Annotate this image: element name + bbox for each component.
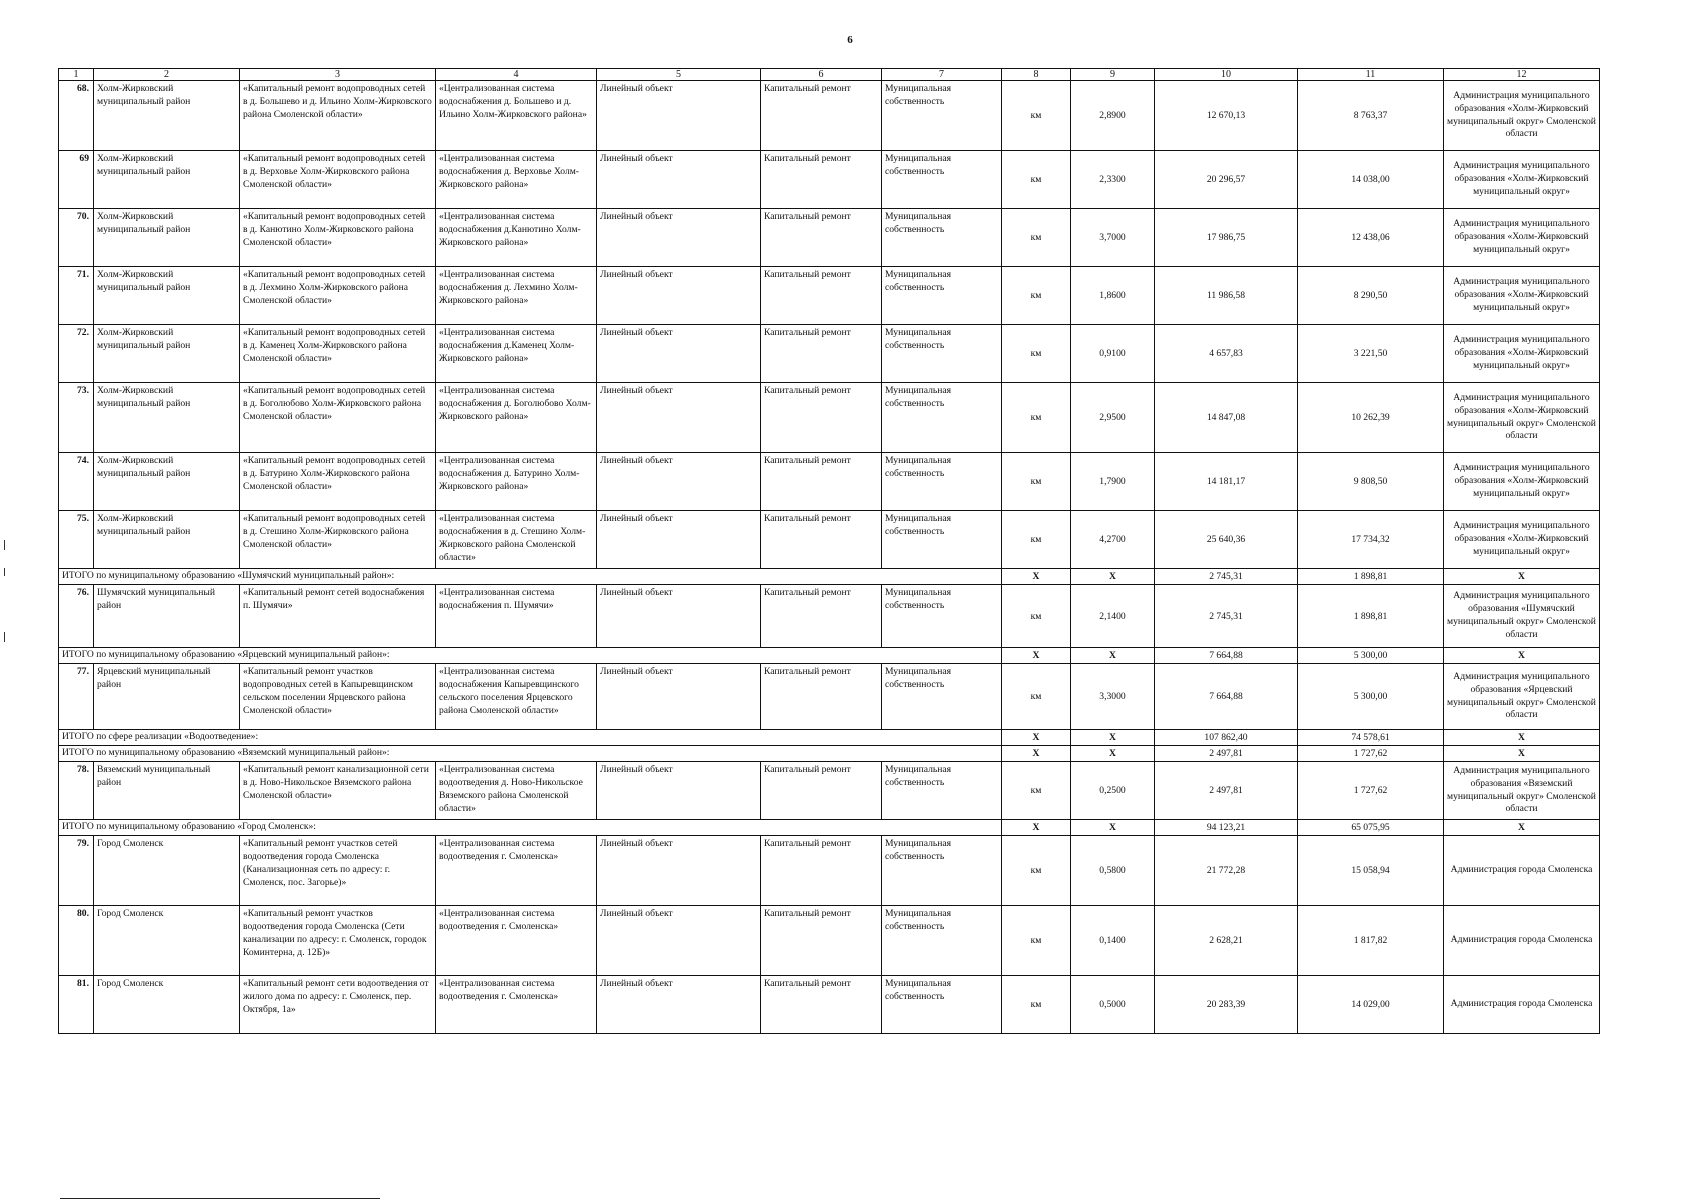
object-type-cell: Линейный объект [597,81,761,151]
subsidy-cell: 1 817,82 [1298,906,1444,976]
ownership-cell: Муниципальная собственность [882,511,1002,569]
system-cell: «Централизованная система водоснабжения д.Каменец Холм-Жирковского района» [436,325,597,383]
unit-cell: км [1002,906,1071,976]
total-x-cell: X [1071,820,1155,836]
work-name-cell: «Капитальный ремонт водопроводных сетей в д. Канютино Холм-Жирковского района Смоленской области» [240,209,436,267]
total-label: ИТОГО по сфере реализации «Водоотведение»: [59,730,1002,746]
ownership-cell: Муниципальная собственность [882,81,1002,151]
district-cell: Город Смоленск [94,976,240,1034]
cost-cell: 11 986,58 [1155,267,1298,325]
total-x-cell: X [1002,746,1071,762]
total-label: ИТОГО по муниципальному образованию «Город Смоленск»: [59,820,1002,836]
cost-cell: 20 296,57 [1155,151,1298,209]
table-row [59,762,1600,820]
subsidy-cell: 3 221,50 [1298,325,1444,383]
total-row [59,648,1600,664]
system-cell: «Централизованная система водоотведения д. Ново-Никольское Вяземского района Смоленской области» [436,762,597,820]
district-cell: Холм-Жирковский муниципальный район [94,81,240,151]
administrator-cell: Администрация муниципального образования «Ярцевский муниципальный округ» Смоленской области [1444,664,1600,730]
row-number: 71. [59,267,94,325]
subsidy-cell: 8 763,37 [1298,81,1444,151]
work-kind-cell: Капитальный ремонт [761,267,882,325]
cost-cell: 17 986,75 [1155,209,1298,267]
table-row [59,906,1600,976]
subsidy-cell: 1 898,81 [1298,585,1444,648]
table-row [59,453,1600,511]
ownership-cell: Муниципальная собственность [882,585,1002,648]
ownership-cell: Муниципальная собственность [882,325,1002,383]
length-cell: 1,8600 [1071,267,1155,325]
table-row [59,664,1600,730]
district-cell: Холм-Жирковский муниципальный район [94,511,240,569]
unit-cell: км [1002,383,1071,453]
table-row [59,976,1600,1034]
work-name-cell: «Капитальный ремонт водопроводных сетей в д. Большево и д. Ильино Холм-Жирковского района Смоленской области» [240,81,436,151]
administrator-cell: Администрация муниципального образования «Холм-Жирковский муниципальный округ» [1444,267,1600,325]
administrator-cell: Администрация муниципального образования «Холм-Жирковский муниципальный округ» [1444,453,1600,511]
cost-cell: 2 745,31 [1155,585,1298,648]
system-cell: «Централизованная система водоотведения г. Смоленска» [436,976,597,1034]
unit-cell: км [1002,81,1071,151]
system-cell: «Централизованная система водоснабжения Капыревщинского сельского поселения Ярцевского района Смоленской области» [436,664,597,730]
work-name-cell: «Капитальный ремонт водопроводных сетей в д. Лехмино Холм-Жирковского района Смоленской области» [240,267,436,325]
object-type-cell: Линейный объект [597,585,761,648]
row-number: 80. [59,906,94,976]
total-x-cell: X [1444,746,1600,762]
work-name-cell: «Капитальный ремонт участков водоотведения города Смоленска (Сети канализации по адресу: г. Смоленск, городок Коминтерна, д. 12Б)» [240,906,436,976]
bottom-scan-line [60,1198,380,1199]
scan-mark [4,632,5,642]
district-cell: Холм-Жирковский муниципальный район [94,151,240,209]
ownership-cell: Муниципальная собственность [882,906,1002,976]
cost-cell: 2 628,21 [1155,906,1298,976]
total-cost: 2 745,31 [1155,569,1298,585]
work-kind-cell: Капитальный ремонт [761,151,882,209]
work-name-cell: «Капитальный ремонт канализационной сети в д. Ново-Никольское Вяземского района Смоленской области» [240,762,436,820]
object-type-cell: Линейный объект [597,383,761,453]
length-cell: 0,9100 [1071,325,1155,383]
work-kind-cell: Капитальный ремонт [761,906,882,976]
row-number: 68. [59,81,94,151]
page-number: 6 [847,34,853,46]
total-cost: 94 123,21 [1155,820,1298,836]
district-cell: Холм-Жирковский муниципальный район [94,453,240,511]
total-x-cell: X [1002,820,1071,836]
total-x-cell: X [1444,730,1600,746]
total-x-cell: X [1002,569,1071,585]
total-row [59,730,1600,746]
work-kind-cell: Капитальный ремонт [761,453,882,511]
total-row [59,820,1600,836]
work-name-cell: «Капитальный ремонт сети водоотведения от жилого дома по адресу: г. Смоленск, пер. Октября, 1а» [240,976,436,1034]
object-type-cell: Линейный объект [597,762,761,820]
cost-cell: 14 181,17 [1155,453,1298,511]
table-row [59,325,1600,383]
header-cell: 2 [94,69,240,81]
work-kind-cell: Капитальный ремонт [761,325,882,383]
work-kind-cell: Капитальный ремонт [761,81,882,151]
administrator-cell: Администрация муниципального образования «Холм-Жирковский муниципальный округ» [1444,511,1600,569]
row-number: 72. [59,325,94,383]
length-cell: 2,1400 [1071,585,1155,648]
row-number: 69 [59,151,94,209]
total-x-cell: X [1002,730,1071,746]
system-cell: «Централизованная система водоснабжения д. Лехмино Холм-Жирковского района» [436,267,597,325]
header-cell: 8 [1002,69,1071,81]
length-cell: 2,8900 [1071,81,1155,151]
table-row [59,383,1600,453]
object-type-cell: Линейный объект [597,453,761,511]
total-row [59,746,1600,762]
length-cell: 4,2700 [1071,511,1155,569]
length-cell: 0,5800 [1071,836,1155,906]
cost-cell: 20 283,39 [1155,976,1298,1034]
unit-cell: км [1002,209,1071,267]
subsidy-cell: 1 727,62 [1298,762,1444,820]
total-subsidy: 65 075,95 [1298,820,1444,836]
work-name-cell: «Капитальный ремонт участков сетей водоотведения города Смоленска (Канализационная сеть по адресу: г. Смоленск, пос. Загорье)» [240,836,436,906]
object-type-cell: Линейный объект [597,664,761,730]
district-cell: Холм-Жирковский муниципальный район [94,209,240,267]
system-cell: «Централизованная система водоотведения г. Смоленска» [436,906,597,976]
cost-cell: 2 497,81 [1155,762,1298,820]
row-number: 81. [59,976,94,1034]
work-kind-cell: Капитальный ремонт [761,383,882,453]
district-cell: Шумячский муниципальный район [94,585,240,648]
unit-cell: км [1002,453,1071,511]
total-label: ИТОГО по муниципальному образованию «Ярцевский муниципальный район»: [59,648,1002,664]
work-name-cell: «Капитальный ремонт водопроводных сетей в д. Стешино Холм-Жирковского района Смоленской области» [240,511,436,569]
object-type-cell: Линейный объект [597,209,761,267]
row-number: 78. [59,762,94,820]
object-type-cell: Линейный объект [597,906,761,976]
length-cell: 2,3300 [1071,151,1155,209]
unit-cell: км [1002,511,1071,569]
administrator-cell: Администрация города Смоленска [1444,976,1600,1034]
ownership-cell: Муниципальная собственность [882,453,1002,511]
ownership-cell: Муниципальная собственность [882,836,1002,906]
work-kind-cell: Капитальный ремонт [761,664,882,730]
total-x-cell: X [1071,730,1155,746]
district-cell: Город Смоленск [94,836,240,906]
object-type-cell: Линейный объект [597,976,761,1034]
work-name-cell: «Капитальный ремонт водопроводных сетей в д. Каменец Холм-Жирковского района Смоленской области» [240,325,436,383]
length-cell: 3,7000 [1071,209,1155,267]
system-cell: «Централизованная система водоснабжения д.Канютино Холм-Жирковского района» [436,209,597,267]
work-kind-cell: Капитальный ремонт [761,976,882,1034]
work-kind-cell: Капитальный ремонт [761,209,882,267]
district-cell: Город Смоленск [94,906,240,976]
total-label: ИТОГО по муниципальному образованию «Вяземский муниципальный район»: [59,746,1002,762]
length-cell: 0,5000 [1071,976,1155,1034]
subsidy-cell: 8 290,50 [1298,267,1444,325]
ownership-cell: Муниципальная собственность [882,383,1002,453]
object-type-cell: Линейный объект [597,836,761,906]
table-row [59,836,1600,906]
unit-cell: км [1002,762,1071,820]
total-row [59,569,1600,585]
header-cell: 11 [1298,69,1444,81]
subsidy-cell: 17 734,32 [1298,511,1444,569]
table-row [59,511,1600,569]
administrator-cell: Администрация муниципального образования «Холм-Жирковский муниципальный округ» [1444,209,1600,267]
cost-cell: 7 664,88 [1155,664,1298,730]
object-type-cell: Линейный объект [597,151,761,209]
cost-cell: 21 772,28 [1155,836,1298,906]
administrator-cell: Администрация города Смоленска [1444,906,1600,976]
total-x-cell: X [1071,746,1155,762]
object-type-cell: Линейный объект [597,325,761,383]
subsidy-cell: 15 058,94 [1298,836,1444,906]
total-x-cell: X [1444,820,1600,836]
length-cell: 0,1400 [1071,906,1155,976]
table-row [59,267,1600,325]
cost-cell: 12 670,13 [1155,81,1298,151]
system-cell: «Централизованная система водоснабжения д. Большево и д. Ильино Холм-Жирковского района» [436,81,597,151]
district-cell: Холм-Жирковский муниципальный район [94,325,240,383]
work-kind-cell: Капитальный ремонт [761,511,882,569]
work-kind-cell: Капитальный ремонт [761,836,882,906]
table-row [59,81,1600,151]
object-type-cell: Линейный объект [597,511,761,569]
header-cell: 6 [761,69,882,81]
work-name-cell: «Капитальный ремонт водопроводных сетей в д. Боголюбово Холм-Жирковского района Смоленской области» [240,383,436,453]
ownership-cell: Муниципальная собственность [882,762,1002,820]
header-cell: 4 [436,69,597,81]
total-subsidy: 1 898,81 [1298,569,1444,585]
administrator-cell: Администрация муниципального образования «Шумячский муниципальный округ» Смоленской области [1444,585,1600,648]
total-x-cell: X [1444,569,1600,585]
district-cell: Ярцевский муниципальный район [94,664,240,730]
total-cost: 2 497,81 [1155,746,1298,762]
administrator-cell: Администрация муниципального образования «Холм-Жирковский муниципальный округ» [1444,325,1600,383]
total-subsidy: 5 300,00 [1298,648,1444,664]
total-x-cell: X [1071,569,1155,585]
length-cell: 0,2500 [1071,762,1155,820]
header-cell: 7 [882,69,1002,81]
administrator-cell: Администрация города Смоленска [1444,836,1600,906]
system-cell: «Централизованная система водоснабжения в д. Стешино Холм-Жирковского района Смоленской области» [436,511,597,569]
total-cost: 7 664,88 [1155,648,1298,664]
header-cell: 12 [1444,69,1600,81]
table-row [59,585,1600,648]
row-number: 70. [59,209,94,267]
subsidy-cell: 14 029,00 [1298,976,1444,1034]
total-x-cell: X [1071,648,1155,664]
row-number: 74. [59,453,94,511]
length-cell: 3,3000 [1071,664,1155,730]
header-cell: 10 [1155,69,1298,81]
header-cell: 3 [240,69,436,81]
system-cell: «Централизованная система водоснабжения д. Боголюбово Холм-Жирковского района» [436,383,597,453]
total-subsidy: 1 727,62 [1298,746,1444,762]
table-row [59,151,1600,209]
row-number: 73. [59,383,94,453]
total-x-cell: X [1444,648,1600,664]
capital-repair-table [58,68,1600,1034]
unit-cell: км [1002,836,1071,906]
system-cell: «Централизованная система водоснабжения п. Шумячи» [436,585,597,648]
header-cell: 5 [597,69,761,81]
column-number-header [59,69,1600,81]
header-cell: 1 [59,69,94,81]
unit-cell: км [1002,267,1071,325]
district-cell: Вяземский муниципальный район [94,762,240,820]
subsidy-cell: 14 038,00 [1298,151,1444,209]
district-cell: Холм-Жирковский муниципальный район [94,267,240,325]
total-label: ИТОГО по муниципальному образованию «Шумячский муниципальный район»: [59,569,1002,585]
administrator-cell: Администрация муниципального образования «Холм-Жирковский муниципальный округ» Смоленской области [1444,383,1600,453]
subsidy-cell: 12 438,06 [1298,209,1444,267]
ownership-cell: Муниципальная собственность [882,976,1002,1034]
header-cell: 9 [1071,69,1155,81]
administrator-cell: Администрация муниципального образования «Холм-Жирковский муниципальный округ» [1444,151,1600,209]
unit-cell: км [1002,664,1071,730]
unit-cell: км [1002,976,1071,1034]
row-number: 79. [59,836,94,906]
district-cell: Холм-Жирковский муниципальный район [94,383,240,453]
ownership-cell: Муниципальная собственность [882,151,1002,209]
work-name-cell: «Капитальный ремонт водопроводных сетей в д. Верховье Холм-Жирковского района Смоленской области» [240,151,436,209]
ownership-cell: Муниципальная собственность [882,664,1002,730]
ownership-cell: Муниципальная собственность [882,209,1002,267]
unit-cell: км [1002,325,1071,383]
scan-mark [4,540,5,550]
subsidy-cell: 9 808,50 [1298,453,1444,511]
subsidy-cell: 5 300,00 [1298,664,1444,730]
row-number: 76. [59,585,94,648]
system-cell: «Централизованная система водоснабжения д. Верховье Холм-Жирковского района» [436,151,597,209]
work-kind-cell: Капитальный ремонт [761,762,882,820]
work-kind-cell: Капитальный ремонт [761,585,882,648]
length-cell: 2,9500 [1071,383,1155,453]
system-cell: «Централизованная система водоснабжения д. Батурино Холм-Жирковского района» [436,453,597,511]
ownership-cell: Муниципальная собственность [882,267,1002,325]
unit-cell: км [1002,585,1071,648]
administrator-cell: Администрация муниципального образования «Вяземский муниципальный округ» Смоленской области [1444,762,1600,820]
subsidy-cell: 10 262,39 [1298,383,1444,453]
row-number: 77. [59,664,94,730]
work-name-cell: «Капитальный ремонт сетей водоснабжения п. Шумячи» [240,585,436,648]
system-cell: «Централизованная система водоотведения г. Смоленска» [436,836,597,906]
object-type-cell: Линейный объект [597,267,761,325]
cost-cell: 25 640,36 [1155,511,1298,569]
work-name-cell: «Капитальный ремонт водопроводных сетей в д. Батурино Холм-Жирковского района Смоленской области» [240,453,436,511]
total-cost: 107 862,40 [1155,730,1298,746]
cost-cell: 4 657,83 [1155,325,1298,383]
cost-cell: 14 847,08 [1155,383,1298,453]
administrator-cell: Администрация муниципального образования «Холм-Жирковский муниципальный округ» Смоленской области [1444,81,1600,151]
row-number: 75. [59,511,94,569]
table-row [59,209,1600,267]
length-cell: 1,7900 [1071,453,1155,511]
total-subsidy: 74 578,61 [1298,730,1444,746]
scan-mark [4,568,5,576]
work-name-cell: «Капитальный ремонт участков водопроводных сетей в Капыревщинском сельском поселении Ярцевского района Смоленской области» [240,664,436,730]
unit-cell: км [1002,151,1071,209]
total-x-cell: X [1002,648,1071,664]
